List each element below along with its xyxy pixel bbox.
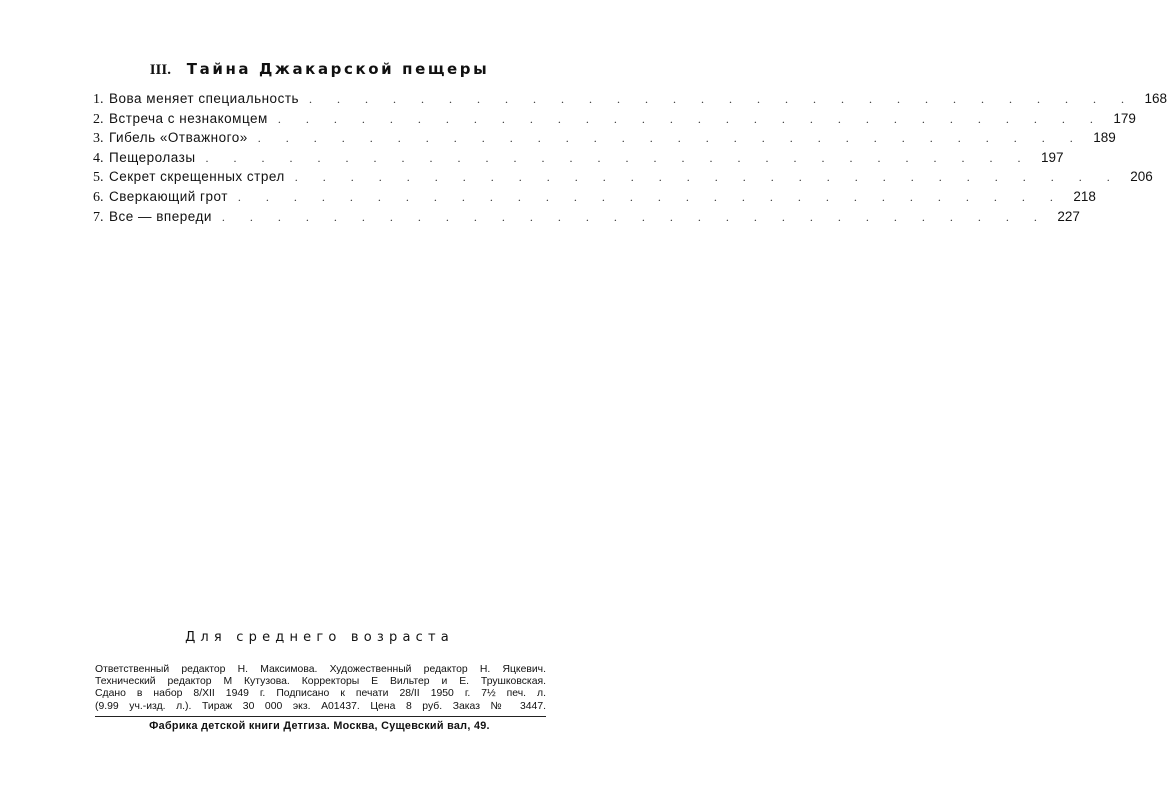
- audience-label: Для среднего возраста: [185, 630, 454, 645]
- section-heading: [0, 60, 639, 79]
- toc-entry-number: 1.: [93, 92, 104, 107]
- colophon-line: Сдано в набор 8/XII 1949 г. Подписано к печати 28/II 1950 г. 7½ печ. л.: [95, 688, 546, 700]
- toc-entry-title: Пещеролазы: [109, 149, 196, 165]
- section-title: Тайна Джакарской пещеры: [186, 60, 490, 78]
- printer-imprint: Фабрика детской книги Детгиза. Москва, Сущевский вал, 49.: [149, 720, 490, 732]
- toc-entry: [93, 148, 1064, 168]
- toc-entry-page: 179: [1113, 110, 1136, 126]
- colophon-line: (9.99 уч.-изд. л.). Тираж 30 000 экз. А01437. Цена 8 руб. Заказ № 3447.: [95, 700, 546, 712]
- toc-entry: [93, 89, 1167, 109]
- toc-entry: [93, 187, 1096, 207]
- table-of-contents: [93, 89, 1167, 226]
- colophon-line: Технический редактор М Кутузова. Корректоры Е Вильтер и Е. Трушковская.: [95, 676, 546, 688]
- toc-entry-number: 6.: [93, 189, 104, 205]
- dot-leader: . . . . . . . . . . . . . . . . . . . . . . . . . . . . . .: [221, 209, 1048, 224]
- divider: [95, 716, 546, 717]
- toc-entry-number: 4.: [93, 150, 104, 166]
- colophon: [95, 664, 546, 713]
- toc-entry-page: 168: [1144, 91, 1167, 106]
- toc-entry: [93, 207, 1080, 227]
- colophon-line: Ответственный редактор Н. Максимова. Художественный редактор Н. Яцкевич.: [95, 664, 546, 675]
- toc-entry-page: 189: [1093, 130, 1116, 146]
- toc-entry: [93, 128, 1116, 148]
- toc-entry-number: 3.: [93, 131, 104, 147]
- toc-entry: [93, 109, 1136, 129]
- toc-entry-number: 5.: [93, 170, 104, 186]
- section-number: III.: [149, 62, 171, 78]
- toc-entry-page: 218: [1073, 188, 1096, 204]
- toc-entry-number: 2.: [93, 111, 104, 127]
- dot-leader: . . . . . . . . . . . . . . . . . . . . . . . . . . . . . .: [205, 150, 1032, 165]
- toc-entry-page: 227: [1057, 208, 1080, 224]
- dot-leader: . . . . . . . . . . . . . . . . . . . . . . . . . . . . . .: [277, 111, 1104, 126]
- dot-leader: . . . . . . . . . . . . . . . . . . . . . . . . . . . . . .: [237, 189, 1064, 204]
- dot-leader: . . . . . . . . . . . . . . . . . . . . . . . . . . . . . .: [309, 92, 1136, 106]
- toc-entry-title: Вова меняет специальность: [109, 91, 300, 106]
- toc-entry-title: Секрет скрещенных стрел: [109, 169, 285, 185]
- toc-entry-page: 197: [1041, 149, 1064, 165]
- toc-entry-number: 7.: [93, 209, 104, 225]
- toc-entry-title: Гибель «Отважного»: [109, 130, 248, 146]
- toc-entry-title: Встреча с незнакомцем: [109, 110, 268, 126]
- dot-leader: . . . . . . . . . . . . . . . . . . . . . . . . . . . . . .: [257, 131, 1084, 146]
- dot-leader: . . . . . . . . . . . . . . . . . . . . . . . . . . . . . .: [294, 170, 1121, 185]
- toc-entry-title: Все — впереди: [109, 208, 212, 224]
- toc-entry-title: Сверкающий грот: [109, 188, 228, 204]
- toc-entry-page: 206: [1130, 169, 1153, 185]
- toc-entry: [93, 167, 1153, 187]
